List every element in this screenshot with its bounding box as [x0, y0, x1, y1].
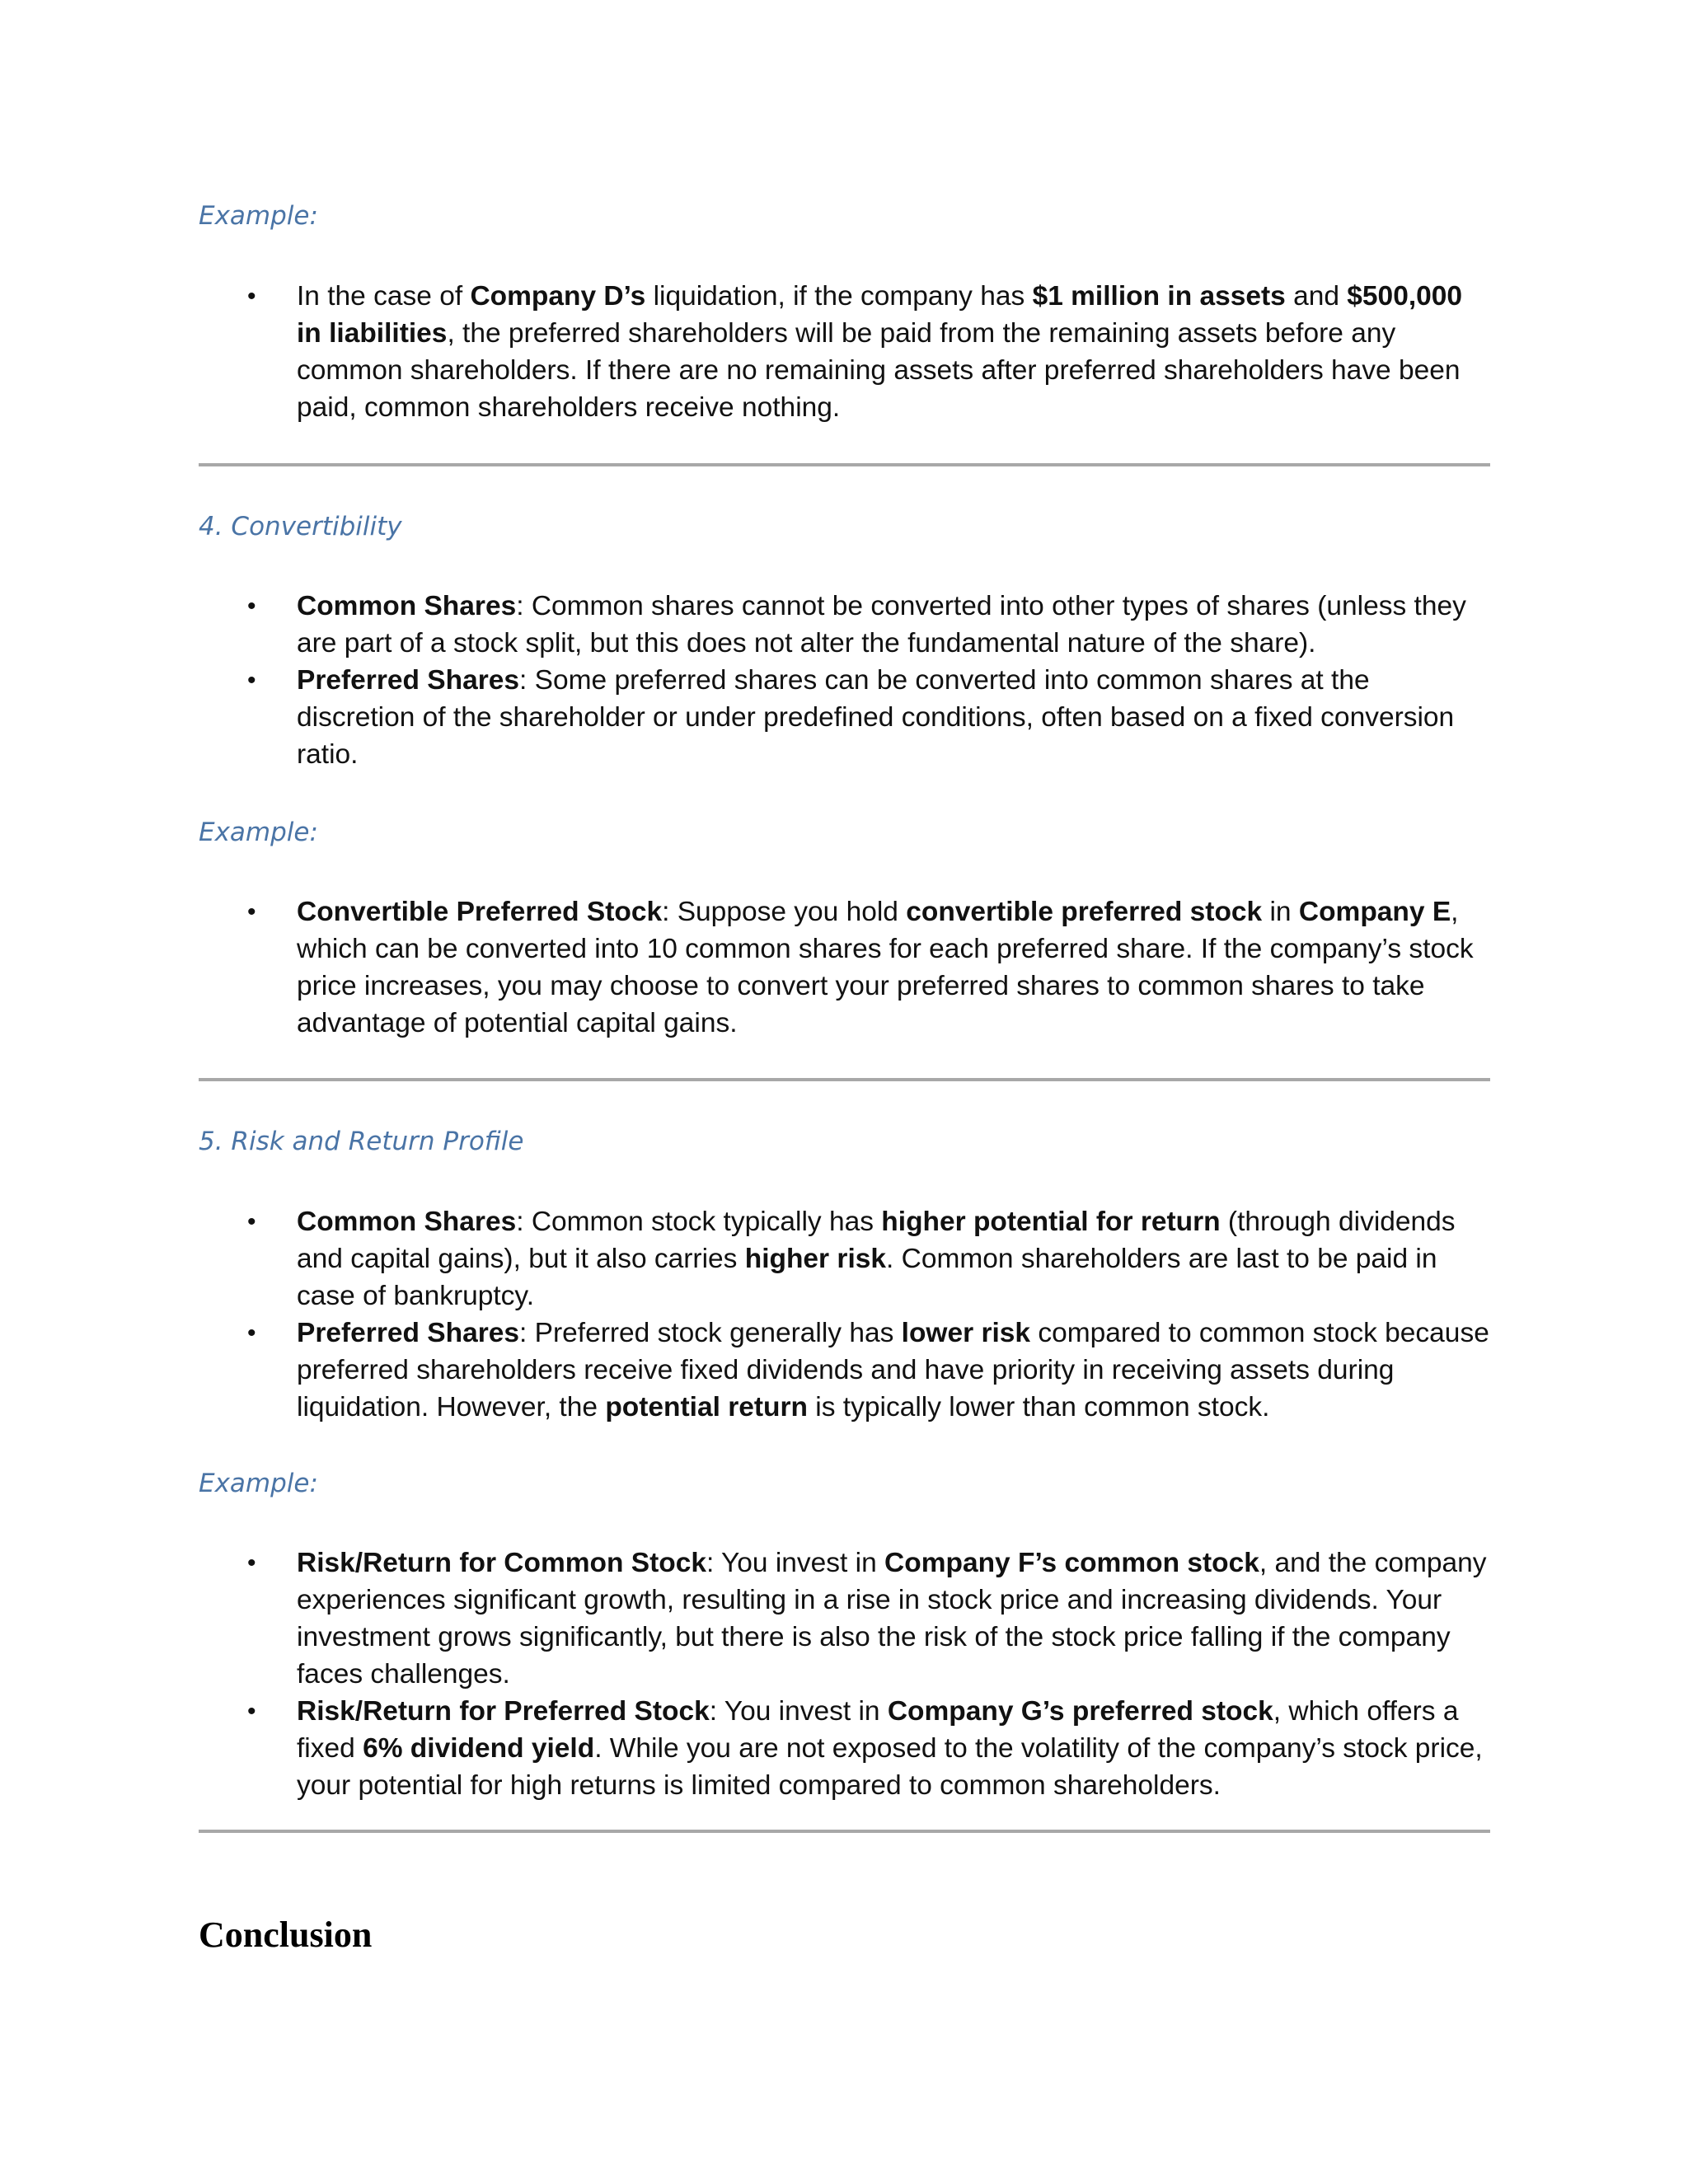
bold-term: higher potential for return	[881, 1207, 1221, 1237]
text-run: . Common shareholders are last to be paid in case of bankruptcy.	[297, 1244, 1437, 1311]
bullet-list	[247, 1544, 1492, 1804]
bullet-icon: •	[247, 283, 256, 310]
bold-term: higher risk	[744, 1244, 887, 1274]
bullet-icon: •	[247, 593, 256, 620]
bullet-list	[247, 1203, 1492, 1426]
text-run: , which can be converted into 10 common shares for each preferred share. If the company’s stock price increases, you may choose to convert your preferred shares to common shares to take advantage of potential capital gains.	[297, 897, 1474, 1038]
list-item	[247, 662, 1492, 773]
bullet-icon: •	[247, 1319, 256, 1347]
section-heading: 4. Convertibility	[199, 512, 402, 541]
text-run: , the preferred shareholders will be paid from the remaining assets before any common shareholders. If there are no remaining assets after preferred shareholders have been paid, common shareholders receive nothing.	[297, 318, 1461, 423]
bold-term: Company D’s	[470, 281, 646, 312]
bold-term: Risk/Return for Preferred Stock	[297, 1696, 710, 1727]
bold-term: $1 million in assets	[1032, 281, 1286, 312]
bullet-icon: •	[247, 1208, 256, 1235]
example-label: Example:	[199, 201, 318, 231]
bold-term: 6% dividend yield	[363, 1733, 595, 1764]
bold-term: Company E	[1298, 897, 1451, 927]
text-run: is typically lower than common stock.	[808, 1392, 1270, 1422]
text-run: , and the company experiences significant growth, resulting in a rise in stock price and increasing dividends. Your investment grows significantly, but there is also the risk of the stock price falling if the company faces challenges.	[297, 1548, 1487, 1690]
text-run: : Common shares cannot be converted into other types of shares (unless they are part of a stock split, but this does not alter the fundamental nature of the share).	[297, 591, 1466, 658]
text-run: : Preferred stock generally has	[519, 1318, 902, 1348]
bullet-list	[247, 893, 1492, 1042]
bullet-icon: •	[247, 1698, 256, 1725]
text-run: In the case of	[297, 281, 471, 312]
bold-term: convertible preferred stock	[906, 897, 1263, 927]
list-item	[247, 893, 1492, 1042]
bullet-list	[247, 278, 1492, 426]
list-item	[247, 1544, 1492, 1693]
bullet-icon: •	[247, 667, 256, 694]
text-run: compared to common stock because preferred shareholders receive fixed dividends and have priority in receiving assets during liquidation. However, the	[297, 1318, 1489, 1422]
section-divider	[199, 1078, 1490, 1081]
bullet-icon: •	[247, 1549, 256, 1577]
text-run: in	[1262, 897, 1299, 927]
text-run: , which offers a fixed	[297, 1696, 1459, 1764]
example-label: Example:	[199, 818, 318, 847]
bold-term: Company G’s preferred stock	[887, 1696, 1273, 1727]
section-heading: 5. Risk and Return Profile	[199, 1127, 524, 1156]
bold-term: $500,000 in liabilities	[297, 281, 1463, 349]
list-item	[247, 278, 1492, 426]
bold-term: Convertible Preferred Stock	[297, 897, 663, 927]
bold-term: Preferred Shares	[297, 1318, 520, 1348]
bold-term: Company F’s common stock	[884, 1548, 1259, 1578]
text-run: : Common stock typically has	[516, 1207, 882, 1237]
list-item	[247, 1203, 1492, 1315]
text-run: and	[1285, 281, 1348, 312]
bold-term: Preferred Shares	[297, 665, 520, 696]
bold-term: Common Shares	[297, 1207, 517, 1237]
bold-term: lower risk	[901, 1318, 1031, 1348]
bullet-icon: •	[247, 898, 256, 926]
text-run: : You invest in	[709, 1696, 888, 1727]
section-divider	[199, 1830, 1490, 1833]
text-run: : Some preferred shares can be converted into common shares at the discretion of the shareholder or under predefined conditions, often based on a fixed conversion ratio.	[297, 665, 1455, 770]
example-label: Example:	[199, 1469, 318, 1498]
bullet-list	[247, 588, 1492, 773]
text-run: : Suppose you hold	[662, 897, 907, 927]
text-run: liquidation, if the company has	[645, 281, 1033, 312]
section-divider	[199, 463, 1490, 466]
text-run: (through dividends and capital gains), but it also carries	[297, 1207, 1456, 1274]
list-item	[247, 588, 1492, 662]
conclusion-heading: Conclusion	[199, 1915, 373, 1955]
bold-term: Common Shares	[297, 591, 517, 621]
list-item	[247, 1693, 1492, 1804]
text-run: . While you are not exposed to the volatility of the company’s stock price, your potential for high returns is limited compared to common shareholders.	[297, 1733, 1483, 1801]
bold-term: Risk/Return for Common Stock	[297, 1548, 706, 1578]
list-item	[247, 1315, 1492, 1426]
text-run: : You invest in	[706, 1548, 885, 1578]
bold-term: potential return	[605, 1392, 808, 1422]
